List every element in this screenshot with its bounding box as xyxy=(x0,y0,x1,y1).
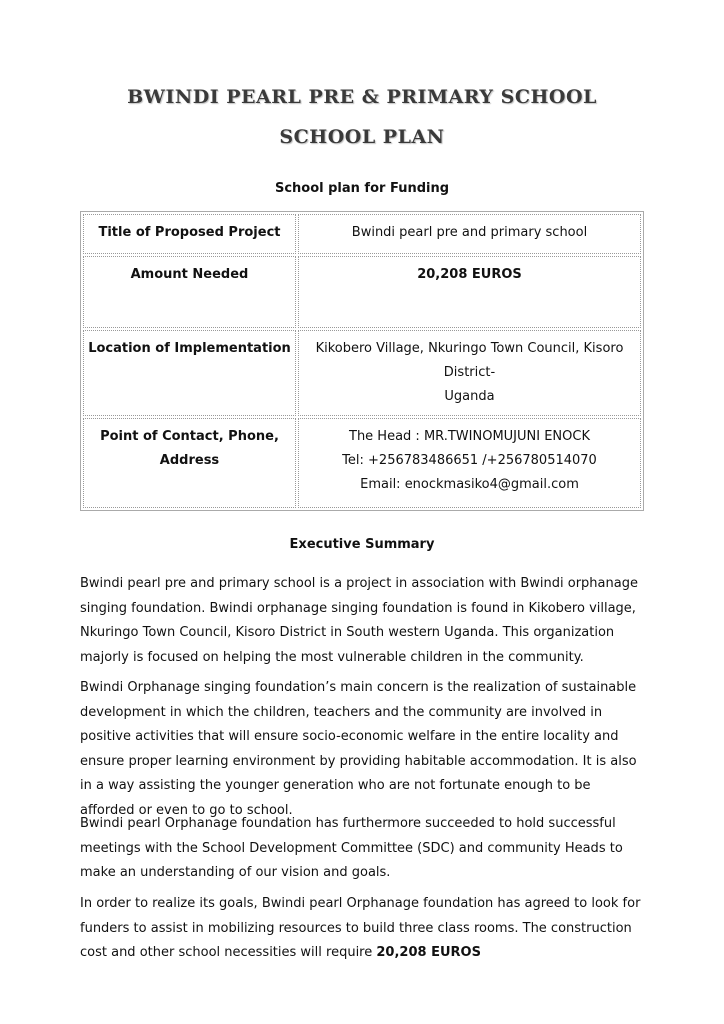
school-name-title: BWINDI PEARL PRE & PRIMARY SCHOOL xyxy=(127,86,597,108)
contact-head: The Head : MR.TWINOMUJUNI ENOCK xyxy=(349,429,590,444)
table-row xyxy=(83,418,641,508)
paragraph-text: Bwindi Orphanage singing foundation’s main concern is the realization of sustainable development in which the children, teachers and the community are involved in positive activities that will ensure socio-economic welfare in the entire locality and ensure proper learning environment by providing habitable accommodation. It is also in a way assisting the younger generation who are not fortunate enough to be afforded or even to go to school. xyxy=(80,680,637,818)
row-label xyxy=(83,418,296,508)
executive-summary-heading: Executive Summary xyxy=(289,537,435,552)
paragraph-text: Bwindi pearl Orphanage foundation has furthermore succeeded to hold successful meetings with the School Development Committee (SDC) and community Heads to make an understanding of our vision and goals. xyxy=(80,816,623,880)
row-value xyxy=(298,256,641,328)
paragraph-text xyxy=(80,892,645,966)
row-label: Title of Proposed Project xyxy=(83,214,296,254)
row-value xyxy=(298,418,641,508)
contact-email: Email: enockmasiko4@gmail.com xyxy=(360,477,579,492)
paragraph-text-main: In order to realize its goals, Bwindi pearl Orphanage foundation has agreed to look for funders to assist in mobilizing resources to build three class rooms. The construction cost and other school necessities will require xyxy=(80,896,641,960)
row-value-line: Kikobero Village, Nkuringo Town Council, Kisoro District- xyxy=(315,341,624,380)
amount-inline: 20,208 EUROS xyxy=(376,945,481,960)
row-label: Location of Implementation xyxy=(83,330,296,416)
row-value-line: Bwindi pearl pre and primary school xyxy=(351,225,588,240)
row-label-line: Address xyxy=(159,453,220,468)
row-label: Amount Needed xyxy=(83,256,296,328)
row-value xyxy=(298,330,641,416)
summary-paragraph-3 xyxy=(80,812,645,886)
school-plan-title: SCHOOL PLAN xyxy=(279,126,445,148)
table-row xyxy=(83,256,641,328)
table-row xyxy=(83,214,641,254)
summary-paragraph-1 xyxy=(80,572,645,670)
amount-value: 20,208 EUROS xyxy=(417,267,522,282)
summary-paragraph-2 xyxy=(80,676,645,823)
funding-heading: School plan for Funding xyxy=(274,181,450,196)
row-value xyxy=(298,214,641,254)
row-value-line: Uganda xyxy=(444,389,495,404)
contact-phone: Tel: +256783486651 /+256780514070 xyxy=(342,453,597,468)
summary-paragraph-4 xyxy=(80,892,645,966)
row-label-line: Point of Contact, Phone, xyxy=(100,429,279,444)
project-info-table xyxy=(80,211,644,511)
table-row xyxy=(83,330,641,416)
paragraph-text: Bwindi pearl pre and primary school is a project in association with Bwindi orphanage singing foundation. Bwindi orphanage singing foundation is found in Kikobero village, Nkuringo Town Council, Kisoro District in South western Uganda. This organization majorly is focused on helping the most vulnerable children in the community. xyxy=(80,576,638,665)
